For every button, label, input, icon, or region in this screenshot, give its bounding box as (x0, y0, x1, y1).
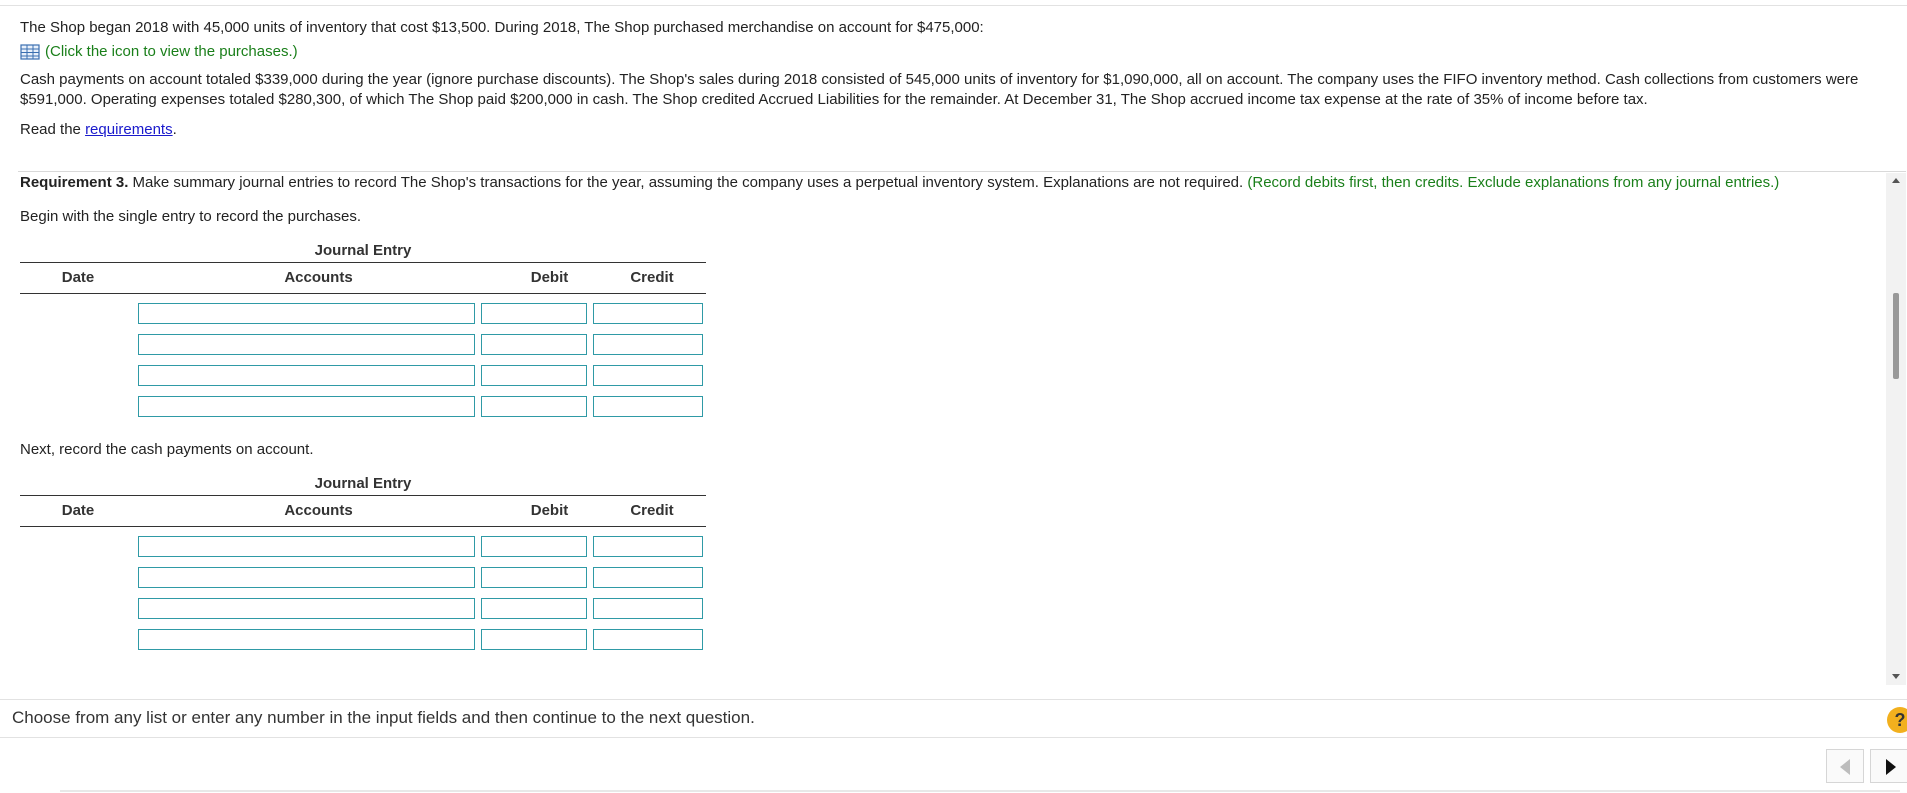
account-input[interactable] (138, 303, 475, 324)
debit-input[interactable] (481, 598, 587, 619)
credit-header: Credit (630, 502, 674, 519)
accounts-header: Accounts (284, 269, 353, 286)
journal-header-row (20, 263, 706, 293)
next-question-button[interactable] (1870, 749, 1907, 783)
requirement-instruction: (Record debits first, then credits. Exclude explanations from any journal entries.) (1247, 174, 1780, 191)
section-divider (18, 171, 1906, 172)
date-header: Date (61, 269, 95, 286)
credit-input[interactable] (593, 365, 703, 386)
credit-input[interactable] (593, 303, 703, 324)
journal-entry-title: Journal Entry (314, 475, 412, 492)
nav-divider (0, 737, 1907, 738)
bottom-bar (60, 790, 1900, 792)
footer-instructions: Choose from any list or enter any number in the input fields and then continue to the next question. (12, 708, 755, 727)
credit-input[interactable] (593, 567, 703, 588)
journal-row (20, 624, 706, 655)
debit-input[interactable] (481, 536, 587, 557)
account-input[interactable] (138, 334, 475, 355)
account-input[interactable] (138, 536, 475, 557)
scroll-up-icon[interactable] (1892, 178, 1900, 183)
journal-header-row (20, 496, 706, 526)
vertical-scrollbar[interactable] (1886, 173, 1906, 685)
prev-arrow-icon (1840, 759, 1850, 775)
journal-entry-table-cash-payments (20, 474, 706, 655)
credit-input[interactable] (593, 334, 703, 355)
next-arrow-icon (1886, 759, 1896, 775)
credit-input[interactable] (593, 598, 703, 619)
step1-text: Begin with the single entry to record the purchases. (20, 208, 362, 225)
credit-input[interactable] (593, 396, 703, 417)
journal-row (20, 391, 706, 422)
transactions-paragraph: Cash payments on account totaled $339,000 during the year (ignore purchase discounts). The Shop's sales during 2018 consisted of 545,000 units of inventory for $1,090,000, all on account. The company uses the FIFO inventory method. Cash collections from customers were $591,000. Operating expenses totaled $280,300, of which The Shop paid $200,000 in cash. The Shop credited Accrued Liabilities for the remainder. At December 31, The Shop accrued income tax expense at the rate of 35% of income before tax. (20, 71, 1859, 108)
scrollbar-thumb[interactable] (1893, 293, 1899, 379)
debit-input[interactable] (481, 629, 587, 650)
debit-input[interactable] (481, 365, 587, 386)
debit-input[interactable] (481, 303, 587, 324)
debit-input[interactable] (481, 396, 587, 417)
credit-header: Credit (630, 269, 674, 286)
previous-question-button[interactable] (1826, 749, 1864, 783)
help-icon[interactable]: ? (1887, 707, 1907, 733)
scroll-down-icon[interactable] (1892, 674, 1900, 679)
view-purchases-link[interactable] (20, 42, 1900, 62)
account-input[interactable] (138, 396, 475, 417)
account-input[interactable] (138, 598, 475, 619)
footer-divider (0, 699, 1907, 700)
credit-input[interactable] (593, 629, 703, 650)
journal-row (20, 531, 706, 562)
read-prefix: Read the (20, 121, 81, 138)
date-header: Date (61, 502, 95, 519)
account-input[interactable] (138, 365, 475, 386)
journal-row (20, 360, 706, 391)
journal-entry-table-purchases (20, 241, 706, 422)
requirement-label: Requirement 3. (20, 174, 129, 191)
credit-input[interactable] (593, 536, 703, 557)
requirement-body: Make summary journal entries to record The Shop's transactions for the year, assuming the company uses a perpetual inventory system. Explanations are not required. (128, 174, 1248, 191)
debit-input[interactable] (481, 334, 587, 355)
debit-header: Debit (530, 269, 569, 286)
journal-row (20, 298, 706, 329)
answer-scroll-area[interactable] (20, 173, 1880, 685)
debit-input[interactable] (481, 567, 587, 588)
requirements-link[interactable]: requirements (85, 121, 173, 138)
view-purchases-text[interactable]: (Click the icon to view the purchases.) (45, 43, 298, 60)
account-input[interactable] (138, 567, 475, 588)
journal-row (20, 593, 706, 624)
table-icon[interactable] (20, 44, 40, 60)
read-requirements-line (20, 120, 1900, 140)
debit-header: Debit (530, 502, 569, 519)
requirement-text (20, 173, 1880, 193)
journal-row (20, 562, 706, 593)
journal-entry-title: Journal Entry (314, 242, 412, 259)
read-suffix: . (172, 121, 177, 138)
account-input[interactable] (138, 629, 475, 650)
problem-statement (20, 6, 1900, 140)
step2-text: Next, record the cash payments on account. (20, 441, 314, 458)
intro-paragraph: The Shop began 2018 with 45,000 units of inventory that cost $13,500. During 2018, The Shop purchased merchandise on account for $475,000: (20, 19, 984, 36)
journal-row (20, 329, 706, 360)
accounts-header: Accounts (284, 502, 353, 519)
